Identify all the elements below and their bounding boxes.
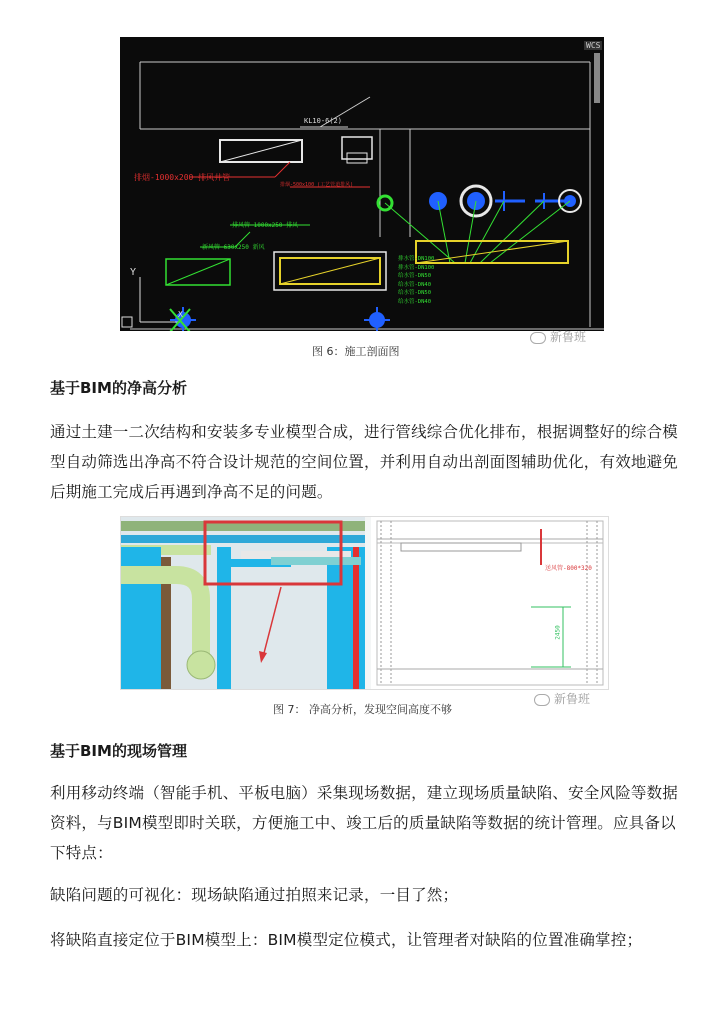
figure-6-caption: 图 6：施工剖面图 — [312, 345, 400, 358]
cad-red-label: 排烟-1000x200 排风井管 — [134, 173, 231, 182]
cad-pipe-label: 给水管-DN40 — [398, 281, 432, 288]
watermark-text: 新鲁班 — [550, 330, 587, 344]
section-paragraph-site-management — [50, 778, 690, 868]
section-paragraph-clear-height — [50, 417, 690, 507]
figure-7-watermark — [534, 690, 590, 707]
figure-7-caption: 图 7： 净高分析，发现空间高度不够 — [273, 703, 452, 716]
figure-7-image — [120, 516, 609, 690]
paragraph-line: 后期施工完成后再遇到净高不足的问题。 — [50, 483, 333, 501]
feature-item-visualization: 缺陷问题的可视化：现场缺陷通过拍照来记录，一目了然； — [50, 886, 459, 904]
section-duct-label: 送风管-800*320 — [545, 565, 592, 572]
cad-pipe-label: 给水管-DN40 — [398, 298, 432, 305]
cad-red-label-2: 排烟-500x100 (工艺管道排风) — [280, 182, 354, 188]
cad-pipe-label: 给水管-DN50 — [398, 273, 432, 279]
paragraph-line: 利用移动终端（智能手机、平板电脑）采集现场数据，建立现场质量缺陷、安全风险等数据 — [50, 784, 679, 802]
cad-pipe-label: 排水管-DN100 — [398, 256, 435, 262]
cad-tag-kl: KL10-6(2) — [304, 117, 342, 125]
cad-section-drawing — [120, 37, 604, 331]
paragraph-line: 型自动筛选出净高不符合设计规范的空间位置，并利用自动出剖面图辅助优化，有效地避免 — [50, 453, 679, 471]
watermark-logo-icon — [530, 332, 546, 344]
cad-axis-x: X — [178, 310, 183, 319]
cad-yellow-label-1: 排风管-1000x250 排风 — [232, 222, 299, 229]
cad-pipe-label: 排水管-DN100 — [398, 264, 435, 271]
section-heading-site-management: 基于BIM的现场管理 — [50, 742, 187, 760]
bim-3d-model-view — [121, 517, 365, 689]
cad-corner-tag: WCS — [586, 41, 601, 50]
cad-yellow-label-2: 新风管-630x250 新风 — [202, 244, 265, 251]
watermark-logo-icon — [534, 694, 550, 706]
figure-6-image — [120, 37, 604, 331]
paragraph-line: 下特点： — [50, 844, 113, 862]
figure-6-watermark — [530, 328, 586, 345]
paragraph-line: 资料，与BIM模型即时关联，方便施工中、竣工后的质量缺陷等数据的统计管理。应具备以 — [50, 814, 676, 832]
bim-section-view — [371, 517, 608, 689]
section-lines — [371, 517, 608, 689]
cad-pipe-label: 给水管-DN50 — [398, 290, 432, 296]
cad-axis-y: Y — [130, 267, 137, 278]
section-heading-clear-height: 基于BIM的净高分析 — [50, 379, 187, 397]
watermark-text: 新鲁班 — [554, 692, 591, 706]
section-dim-label: 2450 — [554, 625, 562, 640]
cad-pipe-label-list — [398, 255, 498, 306]
paragraph-line: 通过土建一二次结构和安装多专业模型合成，进行管线综合优化排布，根据调整好的综合模 — [50, 423, 679, 441]
feature-item-model-location: 将缺陷直接定位于BIM模型上：BIM模型定位模式，让管理者对缺陷的位置准确掌控； — [50, 931, 643, 949]
